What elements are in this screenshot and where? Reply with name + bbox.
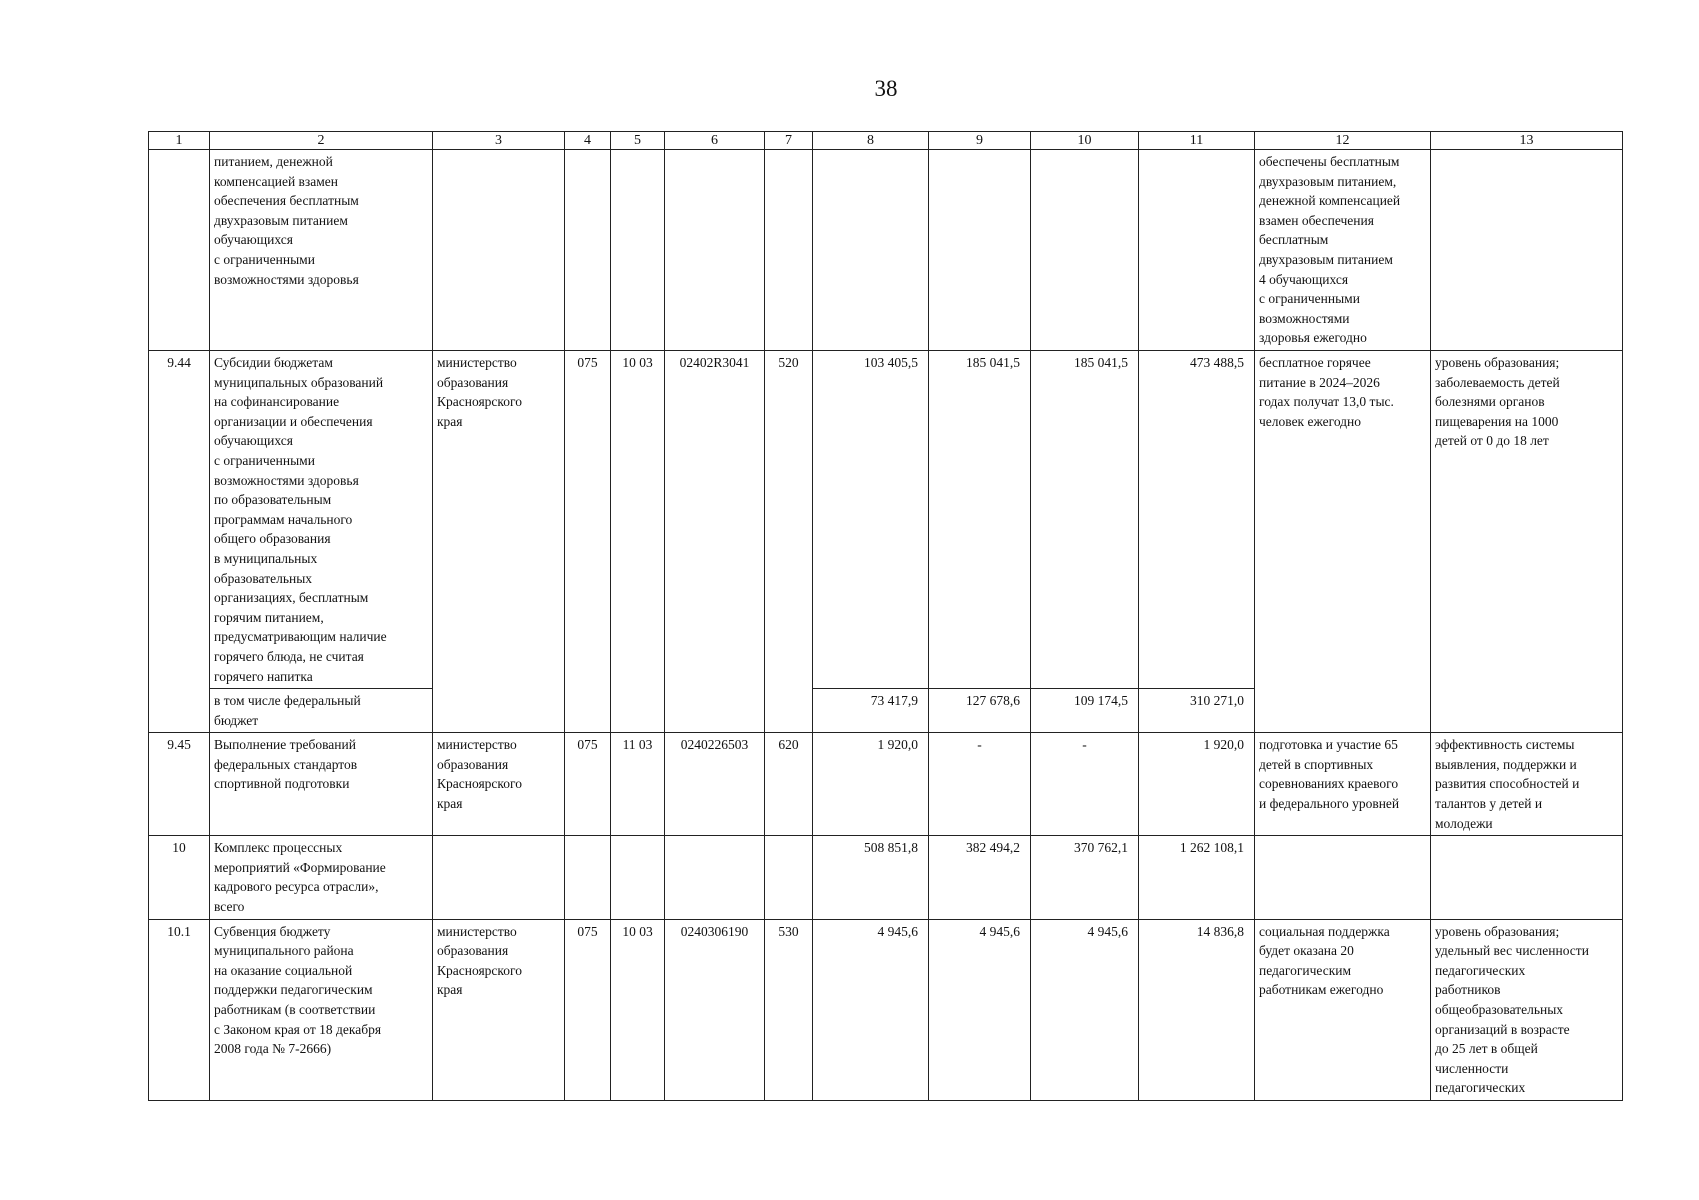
measure-name: Субсидии бюджетам муниципальных образований на софинансирование организации и обеспечения обучающихся с ограниченными возможностями здоровья по образовательным программам начального общего образования в муниципальных образовательных организациях, бесплатным горячим питанием, предусматривающим наличие горячего блюда, не считая горячего напитка [210, 351, 433, 689]
code-expense: 520 [765, 351, 813, 733]
indicator [1431, 150, 1623, 351]
amount-total: 1 920,0 [1139, 733, 1255, 836]
amount-2025: 127 678,6 [929, 689, 1031, 733]
column-header: 1 [149, 132, 210, 150]
amount-2024: 4 945,6 [813, 919, 929, 1100]
code-section: 10 03 [611, 351, 665, 733]
table-row [149, 351, 1623, 689]
amount-2024: 1 920,0 [813, 733, 929, 836]
amount-2026: 4 945,6 [1031, 919, 1139, 1100]
administrator: министерство образования Красноярского края [433, 351, 565, 733]
amount-2024: 73 417,9 [813, 689, 929, 733]
code-grbs [565, 150, 611, 351]
expected-result: обеспечены бесплатным двухразовым питанием, денежной компенсацией взамен обеспечения бесплатным двухразовым питанием 4 обучающихся с ограниченными возможностями здоровья ежегодно [1255, 150, 1431, 351]
row-number [149, 150, 210, 351]
indicator: эффективность системы выявления, поддержки и развития способностей и талантов у детей и молодежи [1431, 733, 1623, 836]
table-row [149, 733, 1623, 836]
amount-2025 [929, 150, 1031, 351]
amount-total: 310 271,0 [1139, 689, 1255, 733]
amount-2026 [1031, 150, 1139, 351]
amount-2026: - [1031, 733, 1139, 836]
amount-2026: 109 174,5 [1031, 689, 1139, 733]
code-section: 11 03 [611, 733, 665, 836]
administrator [433, 836, 565, 919]
code-expense: 530 [765, 919, 813, 1100]
code-expense [765, 836, 813, 919]
budget-table [148, 131, 1623, 1101]
column-header: 4 [565, 132, 611, 150]
code-expense [765, 150, 813, 351]
row-number: 10 [149, 836, 210, 919]
column-header: 6 [665, 132, 765, 150]
column-header: 3 [433, 132, 565, 150]
code-target: 0240226503 [665, 733, 765, 836]
column-header: 7 [765, 132, 813, 150]
amount-2025: 4 945,6 [929, 919, 1031, 1100]
measure-name: Комплекс процессных мероприятий «Формирование кадрового ресурса отрасли», всего [210, 836, 433, 919]
amount-total: 473 488,5 [1139, 351, 1255, 689]
code-target [665, 836, 765, 919]
indicator: уровень образования; удельный вес численности педагогических работников общеобразовательных организаций в возрасте до 25 лет в общей численности педагогических [1431, 919, 1623, 1100]
code-section [611, 836, 665, 919]
column-header: 11 [1139, 132, 1255, 150]
row-number: 9.44 [149, 351, 210, 733]
amount-2025: - [929, 733, 1031, 836]
row-number: 10.1 [149, 919, 210, 1100]
amount-2024: 103 405,5 [813, 351, 929, 689]
row-number: 9.45 [149, 733, 210, 836]
column-header: 9 [929, 132, 1031, 150]
code-section [611, 150, 665, 351]
measure-name: Выполнение требований федеральных стандартов спортивной подготовки [210, 733, 433, 836]
page-number: 38 [874, 76, 898, 101]
administrator: министерство образования Красноярского края [433, 733, 565, 836]
code-section: 10 03 [611, 919, 665, 1100]
column-header: 8 [813, 132, 929, 150]
table-row [149, 150, 1623, 351]
table-row [149, 919, 1623, 1100]
code-grbs [565, 836, 611, 919]
expected-result: социальная поддержка будет оказана 20 педагогическим работникам ежегодно [1255, 919, 1431, 1100]
measure-name: питанием, денежной компенсацией взамен обеспечения бесплатным двухразовым питанием обучающихся с ограниченными возможностями здоровья [210, 150, 433, 351]
measure-name: в том числе федеральный бюджет [210, 689, 433, 733]
expected-result: подготовка и участие 65 детей в спортивных соревнованиях краевого и федерального уровней [1255, 733, 1431, 836]
expected-result [1255, 836, 1431, 919]
amount-total [1139, 150, 1255, 351]
code-target [665, 150, 765, 351]
column-header: 10 [1031, 132, 1139, 150]
code-target: 0240306190 [665, 919, 765, 1100]
code-target: 02402R3041 [665, 351, 765, 733]
column-header: 5 [611, 132, 665, 150]
column-header: 12 [1255, 132, 1431, 150]
amount-2026: 185 041,5 [1031, 351, 1139, 689]
column-header: 13 [1431, 132, 1623, 150]
administrator [433, 150, 565, 351]
amount-2025: 382 494,2 [929, 836, 1031, 919]
amount-2025: 185 041,5 [929, 351, 1031, 689]
header-row [149, 132, 1623, 150]
amount-total: 1 262 108,1 [1139, 836, 1255, 919]
amount-total: 14 836,8 [1139, 919, 1255, 1100]
indicator: уровень образования; заболеваемость детей болезнями органов пищеварения на 1000 детей от 0 до 18 лет [1431, 351, 1623, 733]
amount-2026: 370 762,1 [1031, 836, 1139, 919]
measure-name: Субвенция бюджету муниципального района на оказание социальной поддержки педагогическим работникам (в соответствии с Законом края от 18 декабря 2008 года № 7-2666) [210, 919, 433, 1100]
amount-2024 [813, 150, 929, 351]
table-row [149, 836, 1623, 919]
code-grbs: 075 [565, 919, 611, 1100]
code-grbs: 075 [565, 733, 611, 836]
code-grbs: 075 [565, 351, 611, 733]
expected-result: бесплатное горячее питание в 2024–2026 годах получат 13,0 тыс. человек ежегодно [1255, 351, 1431, 733]
indicator [1431, 836, 1623, 919]
administrator: министерство образования Красноярского края [433, 919, 565, 1100]
code-expense: 620 [765, 733, 813, 836]
amount-2024: 508 851,8 [813, 836, 929, 919]
column-header: 2 [210, 132, 433, 150]
